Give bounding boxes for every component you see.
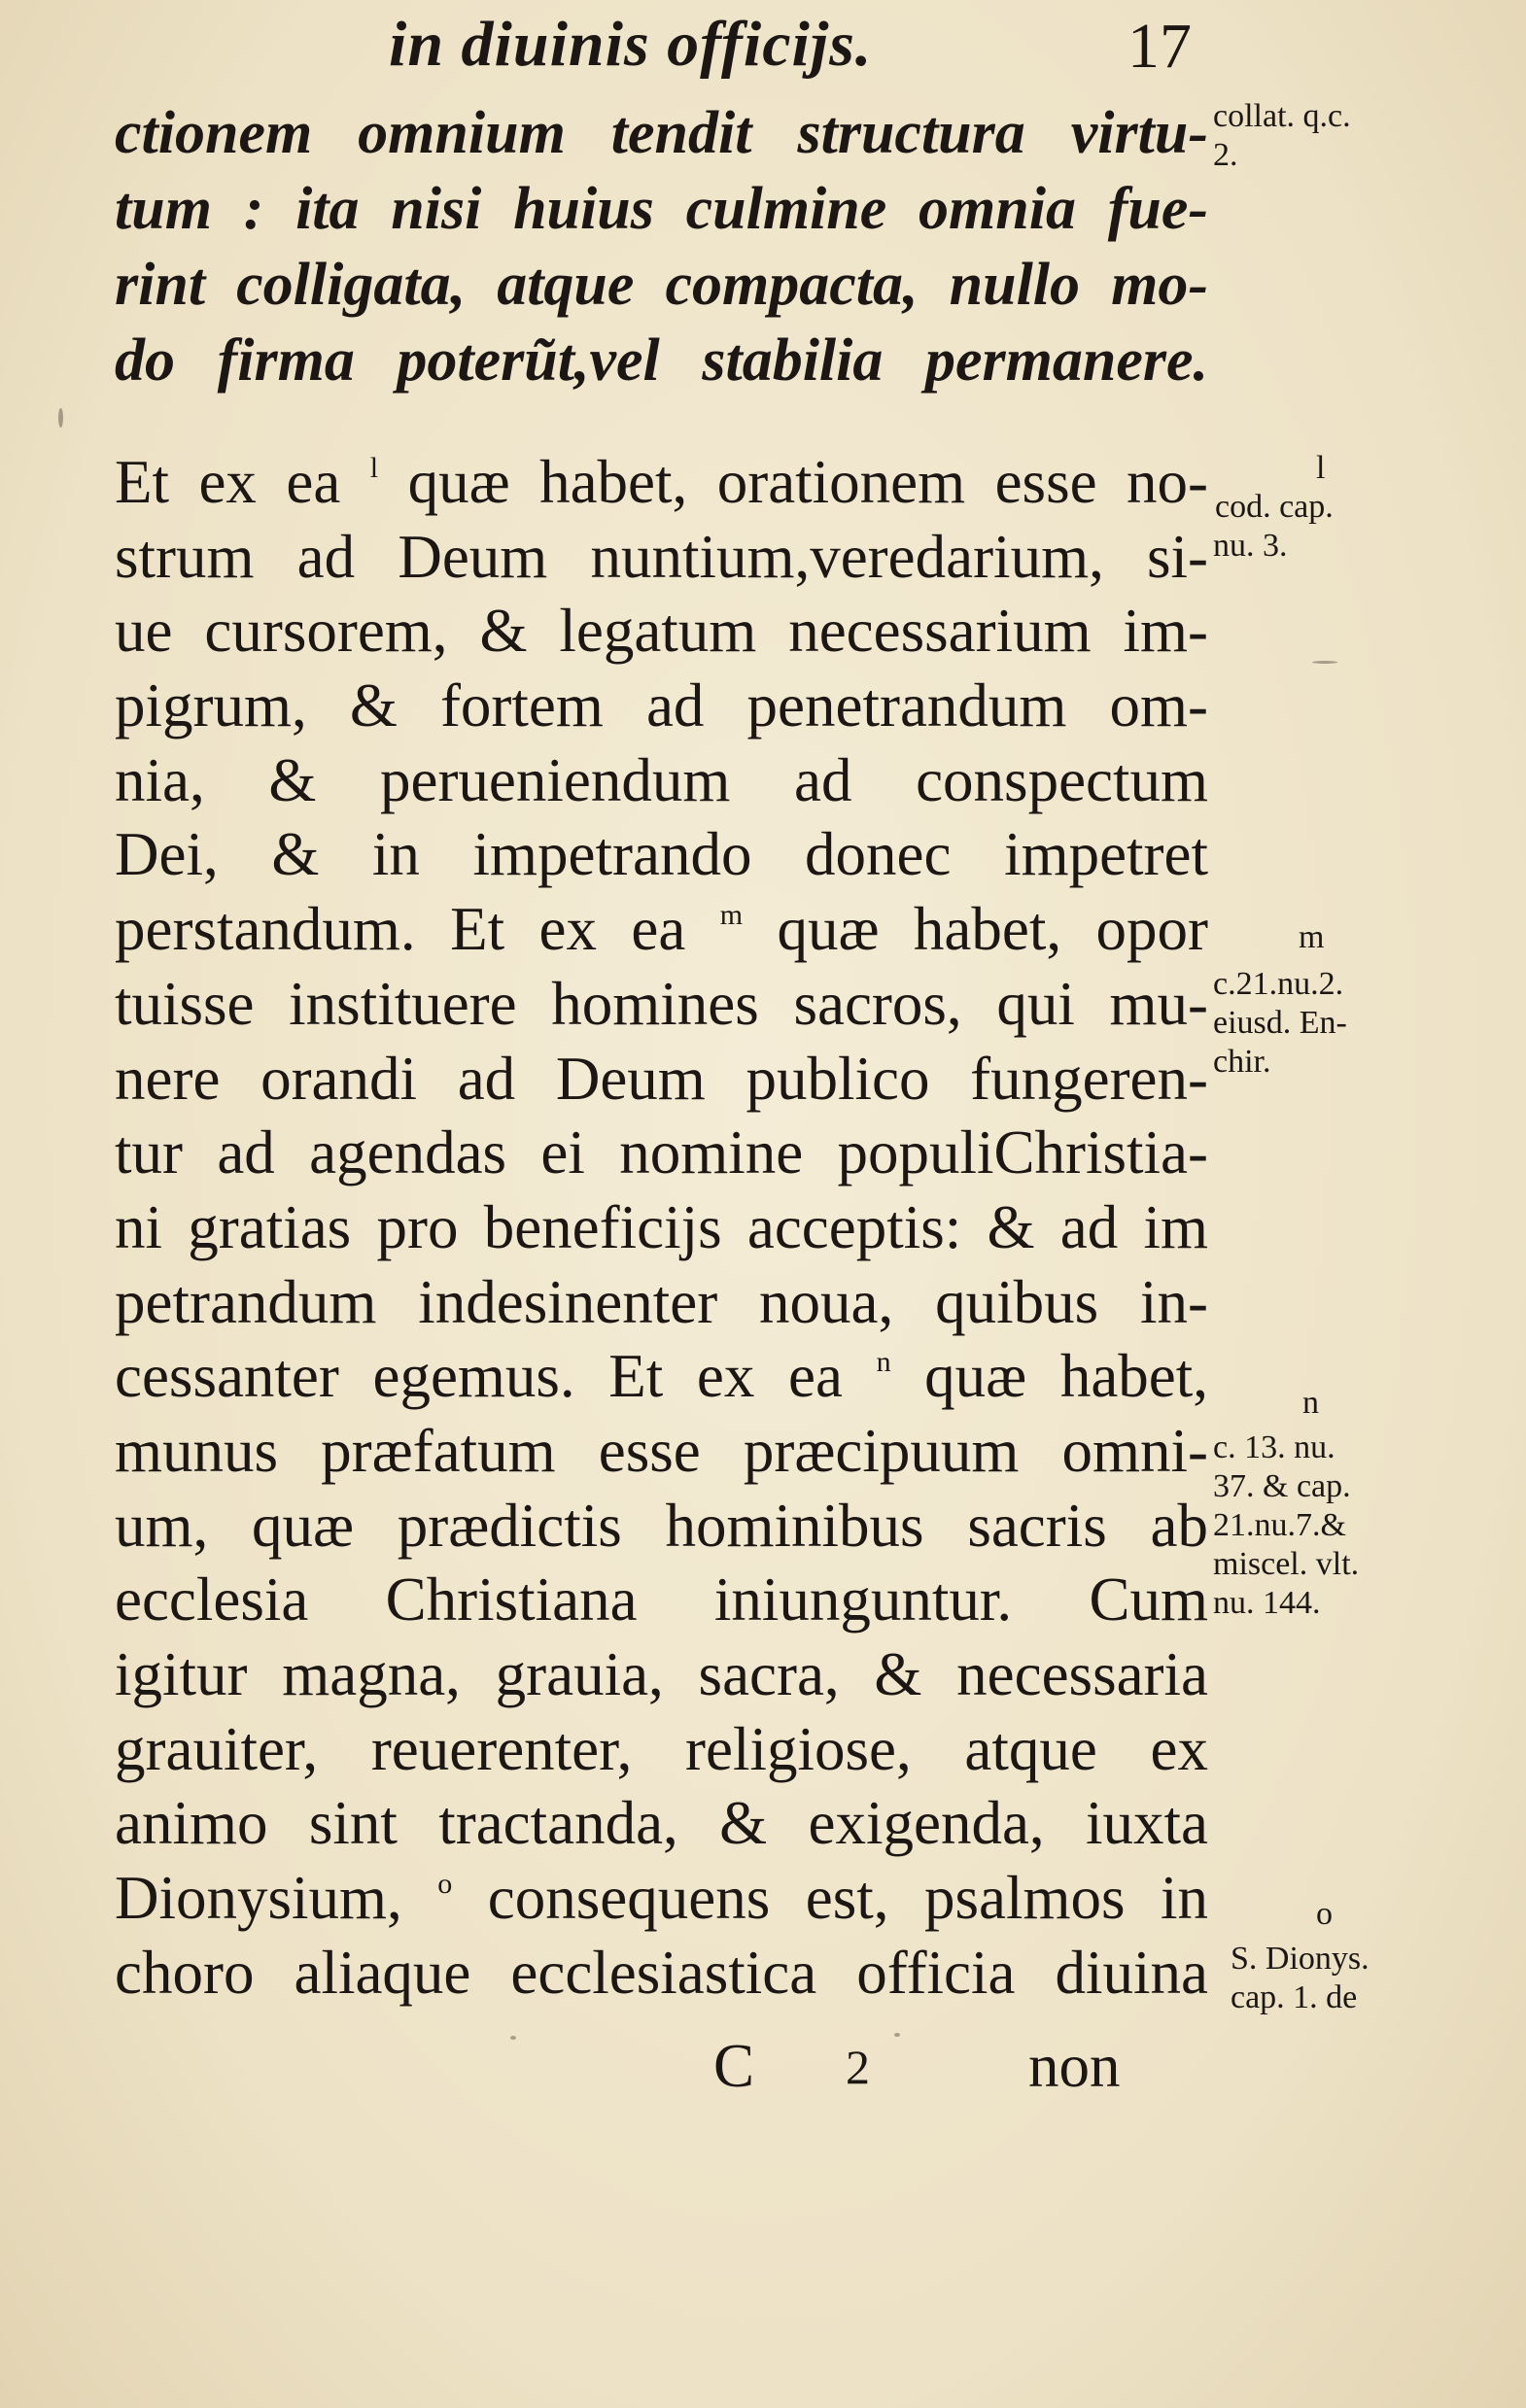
body-line-text: petrandum indesinenter noua, quibus in-	[115, 1267, 1208, 1336]
body-line-text: Et ex ea	[115, 448, 370, 516]
body-line-text: strum ad Deum nuntium,veredarium, si-	[115, 522, 1208, 591]
body-line-text: nia, & perueniendum ad conspectum	[115, 745, 1208, 814]
footnote-marker: n	[876, 1346, 891, 1379]
body-line-text: munus præfatum esse præcipuum omni-	[115, 1416, 1208, 1485]
margin-note-m	[1213, 918, 1347, 1082]
body-line	[115, 1712, 1208, 1787]
margin-note-o	[1231, 1895, 1370, 2017]
margin-note-line: cod. cap.	[1215, 489, 1334, 525]
footnote-marker: o	[437, 1868, 453, 1901]
body-line-text: grauiter, reuerenter, religiose, atque ex	[115, 1714, 1208, 1783]
margin-note-line: collat. q.c.	[1213, 98, 1351, 134]
body-line-text: quæ habet, orationem esse no-	[378, 448, 1208, 516]
body-line-text: tuisse instituere homines sacros, qui mu-	[115, 969, 1208, 1038]
body-line	[115, 1786, 1208, 1861]
margin-note-line: eiusd. En-	[1213, 1005, 1347, 1041]
body-line	[115, 520, 1208, 595]
body-line-text: Dei, & in impetrando donec impetret	[115, 820, 1208, 889]
running-head: in diuinis officijs.	[389, 9, 873, 80]
signature-number: 2	[846, 2040, 870, 2094]
italic-line: do firma poterũt,vel stabilia permanere.	[115, 327, 1208, 394]
margin-note-letter: m	[1299, 919, 1325, 955]
italic-line: tum : ita nisi huius culmine omnia fue-	[115, 176, 1208, 242]
margin-note-letter: l	[1316, 450, 1326, 486]
body-line-text: pigrum, & fortem ad penetrandum om-	[115, 671, 1208, 740]
margin-note-letter: o	[1316, 1896, 1333, 1932]
body-line	[115, 1339, 1208, 1414]
body-line-text: consequens est, psalmos in	[452, 1864, 1208, 1933]
body-line-text: ni gratias pro beneficijs acceptis: & ad im	[115, 1192, 1208, 1261]
margin-note-line: nu. 3.	[1213, 528, 1288, 564]
page-number: 17	[1127, 11, 1192, 82]
body-line-text: quæ habet,	[890, 1342, 1208, 1411]
body-line-text: quæ habet, opor	[743, 895, 1208, 964]
body-line-text: um, quæ prædictis hominibus sacris ab	[115, 1491, 1208, 1560]
paper-speck	[58, 408, 63, 428]
body-line-text: igitur magna, grauia, sacra, & necessaria	[115, 1640, 1208, 1708]
margin-note-n	[1213, 1384, 1359, 1623]
body-line-text: ue cursorem, & legatum necessarium im-	[115, 597, 1208, 666]
paper-speck	[510, 2036, 516, 2040]
body-line	[115, 967, 1208, 1042]
margin-note-line: 37. & cap.	[1213, 1468, 1351, 1504]
margin-note-line: S. Dionys.	[1231, 1941, 1370, 1977]
margin-note-line: 2.	[1213, 137, 1238, 173]
catchword: non	[1028, 2032, 1121, 2100]
body-line-text: ecclesia Christiana iniunguntur. Cum	[115, 1565, 1208, 1634]
body-line	[115, 445, 1208, 520]
body-line	[115, 1042, 1208, 1117]
margin-note-line: cap. 1. de	[1231, 1979, 1358, 2015]
body-line	[115, 892, 1208, 967]
body-line	[115, 817, 1208, 892]
italic-line: ctionem omnium tendit structura virtu-	[115, 100, 1208, 166]
body-line-text: perstandum. Et ex ea	[115, 895, 720, 964]
margin-note-line: nu. 144.	[1213, 1585, 1321, 1621]
body-line	[115, 1489, 1208, 1564]
margin-note-collat	[1213, 97, 1351, 175]
body-line-text: Dionysium,	[115, 1864, 438, 1933]
body-paragraph	[115, 445, 1213, 2010]
signature-mark: C	[713, 2032, 755, 2100]
body-line-text: cessanter egemus. Et ex ea	[115, 1342, 877, 1411]
body-line	[115, 743, 1208, 818]
margin-note-letter: n	[1302, 1385, 1319, 1421]
body-line	[115, 1414, 1208, 1489]
body-line	[115, 1563, 1208, 1637]
italic-line: rint colligata, atque compacta, nullo mo-	[115, 252, 1208, 318]
body-line	[115, 1116, 1208, 1190]
body-line	[115, 1265, 1208, 1340]
body-line-text: nere orandi ad Deum publico fungeren-	[115, 1044, 1208, 1113]
body-line-text: choro aliaque ecclesiastica officia diuina	[115, 1938, 1208, 2007]
body-line	[115, 669, 1208, 743]
margin-note-line: miscel. vlt.	[1213, 1546, 1360, 1582]
italic-paragraph	[115, 95, 1213, 398]
body-line	[115, 1637, 1208, 1712]
paper-speck	[894, 2033, 900, 2037]
footnote-marker: m	[719, 899, 744, 932]
body-line	[115, 1190, 1208, 1265]
margin-note-line: 21.nu.7.&	[1213, 1507, 1346, 1543]
margin-note-line: chir.	[1213, 1044, 1271, 1080]
body-line-text: animo sint tractanda, & exigenda, iuxta	[115, 1789, 1208, 1858]
margin-note-line: c.21.nu.2.	[1213, 966, 1344, 1002]
footnote-marker: l	[369, 452, 379, 484]
margin-note-line: c. 13. nu.	[1213, 1429, 1335, 1465]
body-line	[115, 1936, 1208, 2011]
body-line-text: tur ad agendas ei nomine populiChristia-	[115, 1118, 1208, 1187]
body-line	[115, 594, 1208, 669]
body-line	[115, 1861, 1208, 1936]
paper-speck	[1312, 661, 1337, 664]
margin-note-l	[1213, 449, 1334, 566]
